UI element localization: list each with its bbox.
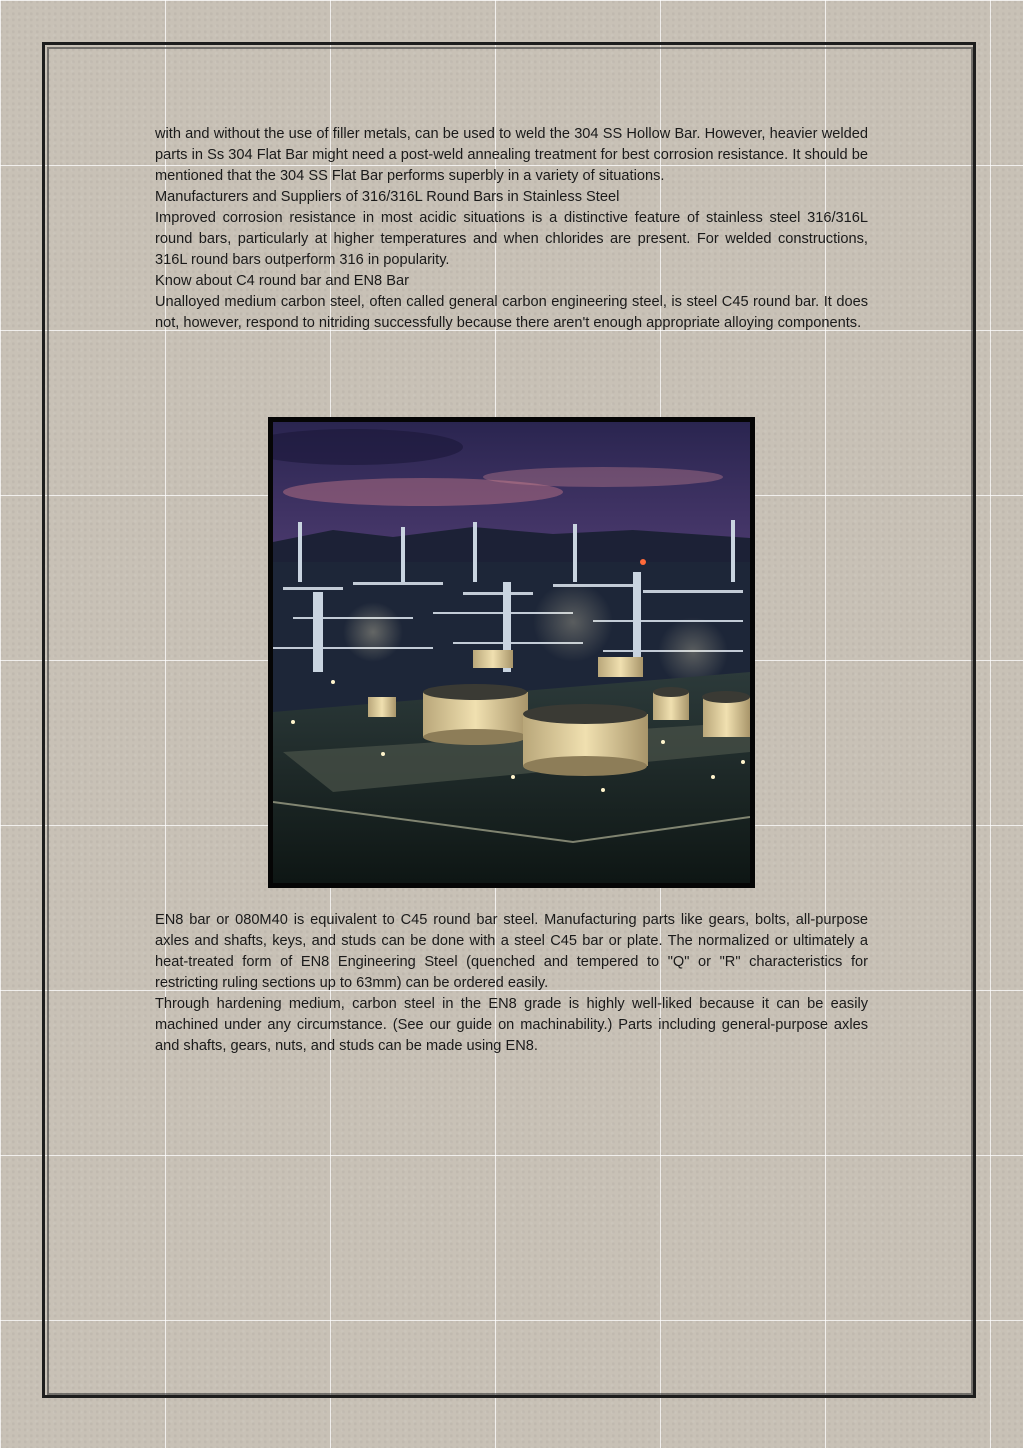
paragraph-304-welding: with and without the use of filler metals, can be used to weld the 304 SS Hollow Bar. However, heavier welded parts in Ss 304 Flat Bar might need a post-weld annealing treatment for best corrosion resistance. It should be mentioned that the 304 SS Flat Bar performs superbly in a variety of situations. [155, 126, 868, 184]
heading-c4-en8: Know about C4 round bar and EN8 Bar [155, 273, 409, 289]
heading-316-round-bars: Manufacturers and Suppliers of 316/316L Round Bars in Stainless Steel [155, 189, 620, 205]
refinery-illustration [273, 422, 750, 883]
paragraph-316-corrosion: Improved corrosion resistance in most acidic situations is a distinctive feature of stainless steel 316/316L round bars, particularly at higher temperatures and when chlorides are present. For welded constructions, 316L round bars outperform 316 in popularity. [155, 210, 868, 268]
paragraph-c45-steel: Unalloyed medium carbon steel, often called general carbon engineering steel, is steel C45 round bar. It does not, however, respond to nitriding successfully because there aren't enough appropriate alloying components. [155, 294, 868, 331]
body-text-top [155, 124, 868, 334]
body-text-bottom [155, 910, 868, 1057]
refinery-photo [268, 417, 755, 888]
paragraph-en8-hardening: Through hardening medium, carbon steel in the EN8 grade is highly well-liked because it can be easily machined under any circumstance. (See our guide on machinability.) Parts including general-purpose axles and shafts, gears, nuts, and studs can be made using EN8. [155, 996, 868, 1054]
paragraph-en8-equivalent: EN8 bar or 080M40 is equivalent to C45 round bar steel. Manufacturing parts like gears, bolts, all-purpose axles and shafts, keys, and studs can be done with a steel C45 bar or plate. The normalized or ultimately a heat-treated form of EN8 Engineering Steel (quenched and tempered to "Q" or "R" characteristics for restricting ruling sections up to 63mm) can be ordered easily. [155, 912, 868, 991]
